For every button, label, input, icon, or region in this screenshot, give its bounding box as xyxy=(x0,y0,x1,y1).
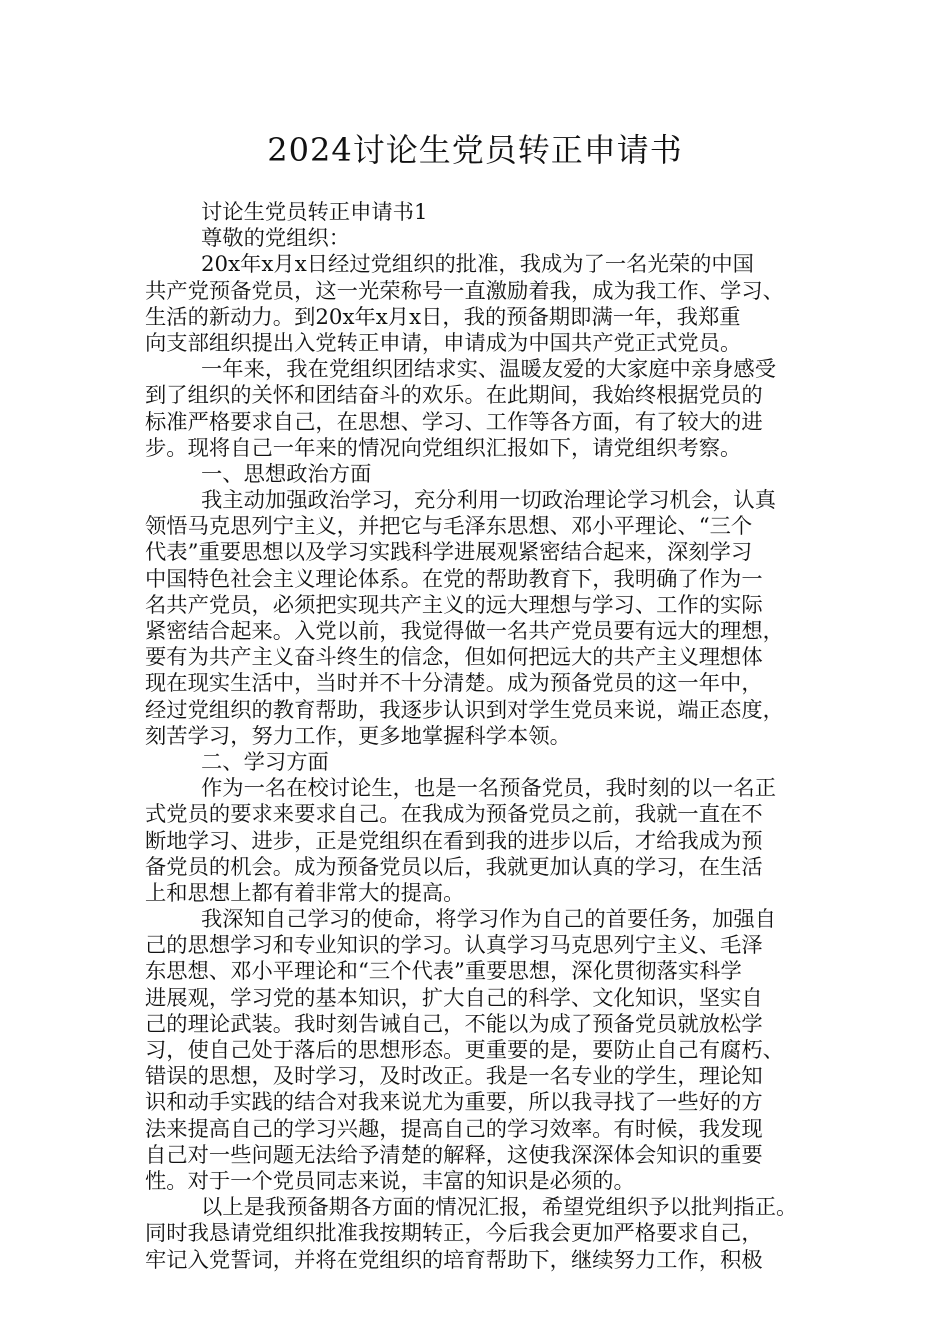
text-line: 进展观，学习党的基本知识，扩大自己的科学、文化知识，坚实自 xyxy=(145,985,763,1011)
text-line: 共产党预备党员，这一光荣称号一直激励着我，成为我工作、学习、 xyxy=(145,278,784,304)
text-line: 二、学习方面 xyxy=(201,749,329,775)
text-line: 步。现将自己一年来的情况向党组织汇报如下，请党组织考察。 xyxy=(145,435,742,461)
text-line: 上和思想上都有着非常大的提高。 xyxy=(145,880,465,906)
text-line: 我主动加强政治学习，充分利用一切政治理论学习机会，认真 xyxy=(201,488,777,514)
text-line: 经过党组织的教育帮助，我逐步认识到对学生党员来说，端正态度， xyxy=(145,697,784,723)
text-line: 标准严格要求自己，在思想、学习、工作等各方面，有了较大的进 xyxy=(145,409,763,435)
text-line: 到了组织的关怀和团结奋斗的欢乐。在此期间，我始终根据党员的 xyxy=(145,383,763,409)
text-line: 己的思想学习和专业知识的学习。认真学习马克思列宁主义、毛泽 xyxy=(145,933,763,959)
text-line: 中国特色社会主义理论体系。在党的帮助教育下，我明确了作为一 xyxy=(145,566,763,592)
text-line: 法来提高自己的学习兴趣，提高自己的学习效率。有时候，我发现 xyxy=(145,1116,763,1142)
text-line: 20x年x月x日经过党组织的批准，我成为了一名光荣的中国 xyxy=(201,252,754,278)
text-line: 备党员的机会。成为预备党员以后，我就更加认真的学习，在生活 xyxy=(145,854,763,880)
text-line: 一年来，我在党组织团结求实、温暖友爱的大家庭中亲身感受 xyxy=(201,357,777,383)
text-line: 领悟马克思列宁主义，并把它与毛泽东思想、邓小平理论、“三个 xyxy=(145,514,753,540)
text-line: 讨论生党员转正申请书1 xyxy=(201,200,428,225)
text-line: 我深知自己学习的使命，将学习作为自己的首要任务，加强自 xyxy=(201,907,777,933)
text-line: 向支部组织提出入党转正申请，申请成为中国共产党正式党员。 xyxy=(145,330,742,356)
text-line: 识和动手实践的结合对我来说尤为重要，所以我寻找了一些好的方 xyxy=(145,1090,763,1116)
text-line: 一、思想政治方面 xyxy=(201,461,372,487)
text-line: 牢记入党誓词，并将在党组织的培育帮助下，继续努力工作，积极 xyxy=(145,1247,763,1273)
text-line: 自己对一些问题无法给予清楚的解释，这使我深深体会知识的重要 xyxy=(145,1142,763,1168)
text-line: 同时我恳请党组织批准我按期转正，今后我会更加严格要求自己， xyxy=(145,1221,763,1247)
text-line: 代表”重要思想以及学习实践科学进展观紧密结合起来，深刻学习 xyxy=(145,540,753,566)
document-body xyxy=(145,200,825,1274)
text-line: 作为一名在校讨论生，也是一名预备党员，我时刻的以一名正 xyxy=(201,776,777,802)
text-line: 断地学习、进步，正是党组织在看到我的进步以后，才给我成为预 xyxy=(145,828,763,854)
text-line: 刻苦学习，努力工作，更多地掌握科学本领。 xyxy=(145,723,571,749)
text-line: 现在现实生活中，当时并不十分清楚。成为预备党员的这一年中， xyxy=(145,671,763,697)
document-title: 2024讨论生党员转正申请书 xyxy=(267,131,683,169)
text-line: 习，使自己处于落后的思想形态。更重要的是，要防止自己有腐朽、 xyxy=(145,1038,784,1063)
text-line: 己的理论武装。我时刻告诫自己，不能以为成了预备党员就放松学 xyxy=(145,1011,763,1037)
text-line: 式党员的要求来要求自己。在我成为预备党员之前，我就一直在不 xyxy=(145,802,763,828)
text-line: 要有为共产主义奋斗终生的信念，但如何把远大的共产主义理想体 xyxy=(145,645,763,671)
text-line: 紧密结合起来。入党以前，我觉得做一名共产党员要有远大的理想， xyxy=(145,619,784,644)
text-line: 名共产党员，必须把实现共产主义的远大理想与学习、工作的实际 xyxy=(145,592,763,618)
text-line: 生活的新动力。到20x年x月x日，我的预备期即满一年，我郑重 xyxy=(145,304,741,330)
text-line: 东思想、邓小平理论和“三个代表”重要思想，深化贯彻落实科学 xyxy=(145,959,742,985)
text-line: 尊敬的党组织： xyxy=(201,226,351,252)
text-line: 性。对于一个党员同志来说，丰富的知识是必须的。 xyxy=(145,1168,635,1194)
text-line: 以上是我预备期各方面的情况汇报，希望党组织予以批判指正。 xyxy=(201,1195,798,1221)
text-line: 错误的思想，及时学习，及时改正。我是一名专业的学生，理论知 xyxy=(145,1064,763,1090)
